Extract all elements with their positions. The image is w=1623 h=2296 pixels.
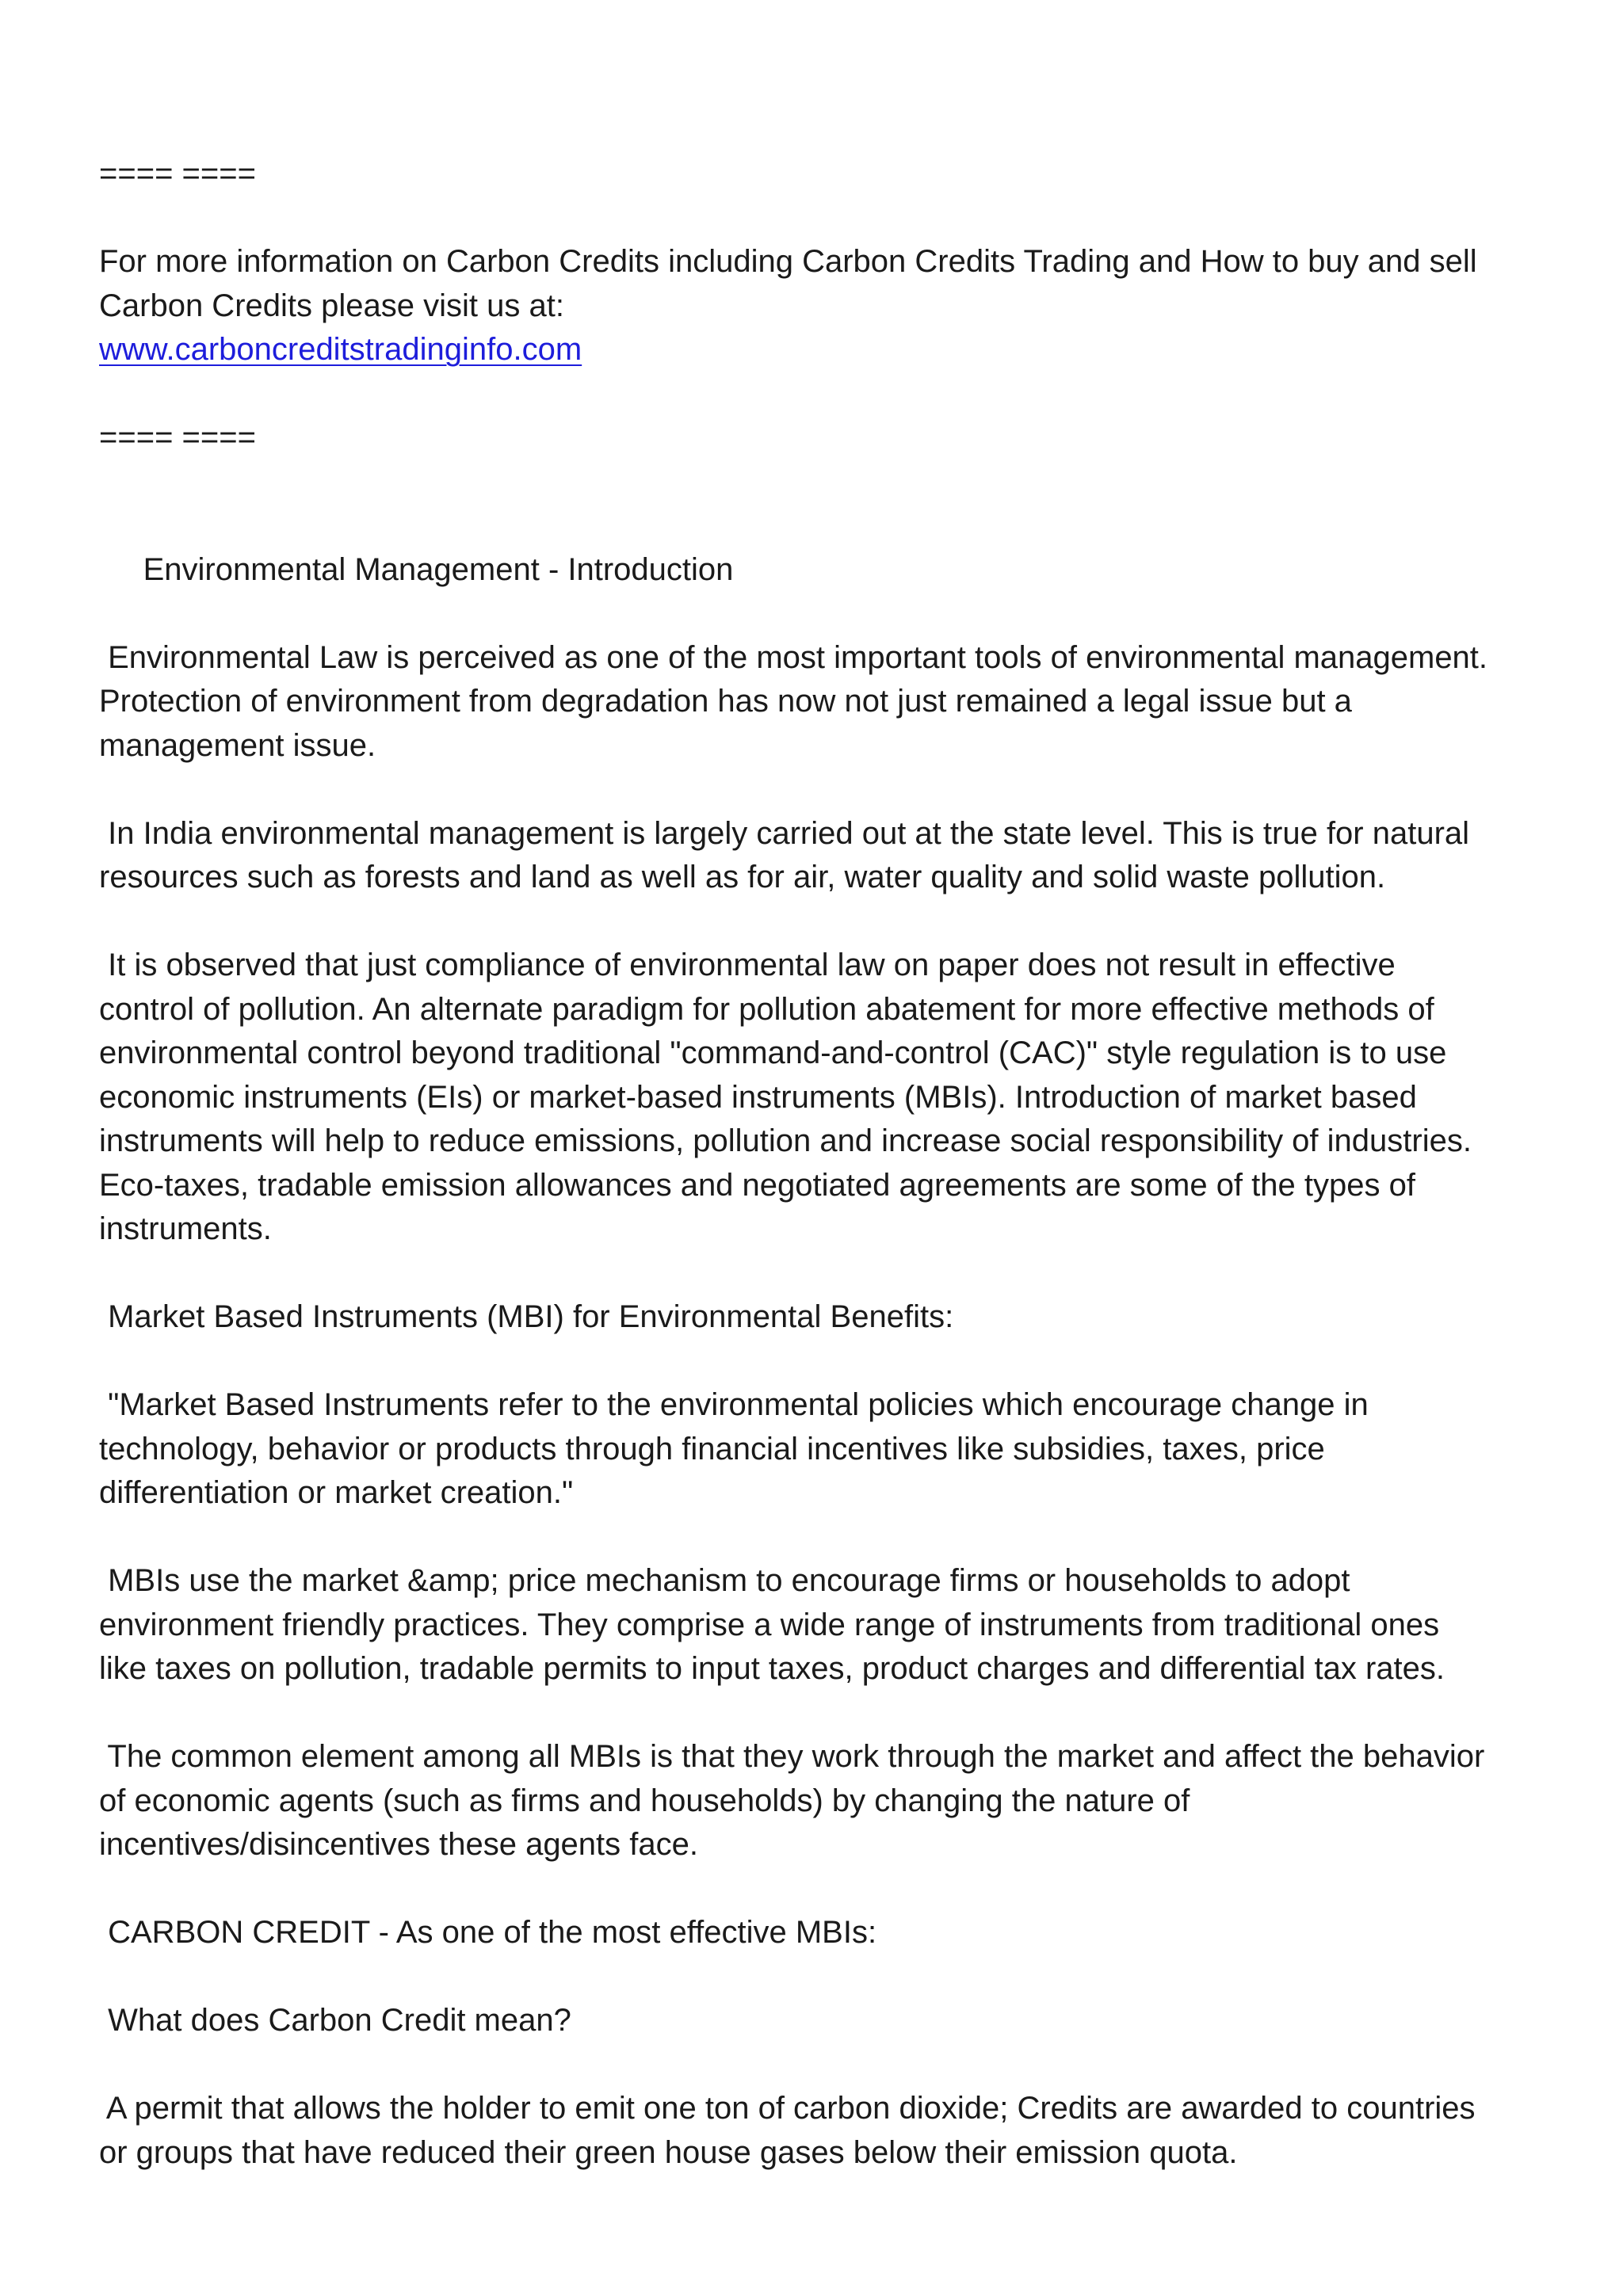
spacer xyxy=(99,1516,1549,1560)
website-link[interactable]: www.carboncreditstradinginfo.com xyxy=(99,332,582,367)
paragraph-environmental-law: Environmental Law is perceived as one of the most important tools of environmental management. Protection of environment from degradation has now not just remained a legal issue but a management issue. xyxy=(99,639,1488,763)
spacer xyxy=(99,504,1549,548)
spacer xyxy=(99,196,1549,241)
separator-bottom: ==== ==== xyxy=(99,420,256,455)
heading-carbon-credit-meaning: What does Carbon Credit mean? xyxy=(99,2003,571,2038)
spacer xyxy=(99,900,1549,944)
paragraph-common-element: The common element among all MBIs is that they work through the market and affect the behavior of economic agents (such as firms and households) by changing the nature of incentives/disincentives these agents face. xyxy=(99,1739,1485,1862)
spacer xyxy=(99,1340,1549,1384)
paragraph-mbi-mechanism: MBIs use the market &amp; price mechanism to encourage firms or households to adopt environment friendly practices. They comprise a wide range of instruments from traditional ones like taxes on pollution, tradable permits to input taxes, product charges and differential tax rates. xyxy=(99,1563,1445,1686)
spacer xyxy=(99,1691,1549,1736)
spacer xyxy=(99,372,1549,417)
spacer xyxy=(99,768,1549,812)
paragraph-compliance: It is observed that just compliance of environmental law on paper does not result in effective control of pollution. An alternate paradigm for pollution abatement for more effective methods of environmental control beyond traditional "command-and-control (CAC)" style regulation is to use economic instruments (EIs) or market-based instruments (MBIs). Introduction of market based instruments will help to reduce emissions, pollution and increase social responsibility of industries. Eco-taxes, tradable emission allowances and negotiated agreements are some of the types of instruments. xyxy=(99,948,1472,1246)
article-title: Environmental Management - Introduction xyxy=(99,551,734,587)
separator-top: ==== ==== xyxy=(99,156,256,191)
paragraph-permit: A permit that allows the holder to emit one ton of carbon dioxide; Credits are awarded to countries or groups that have reduced their green house gases below their emission quota. xyxy=(99,2091,1476,2170)
paragraph-india-management: In India environmental management is largely carried out at the state level. This is true for natural resources such as forests and land as well as for air, water quality and solid waste pollution. xyxy=(99,815,1470,894)
spacer xyxy=(99,460,1549,505)
spacer xyxy=(99,592,1549,636)
spacer xyxy=(99,2043,1549,2088)
spacer xyxy=(99,1867,1549,1912)
info-text: For more information on Carbon Credits including Carbon Credits Trading and How to buy and sell Carbon Credits please visit us at: xyxy=(99,244,1477,323)
heading-mbi: Market Based Instruments (MBI) for Environmental Benefits: xyxy=(99,1299,954,1334)
spacer xyxy=(99,1955,1549,2000)
paragraph-mbi-definition: "Market Based Instruments refer to the environmental policies which encourage change in technology, behavior or products through financial incentives like subsidies, taxes, price differentiation or market creation." xyxy=(99,1387,1369,1510)
spacer xyxy=(99,1252,1549,1296)
heading-carbon-credit: CARBON CREDIT - As one of the most effective MBIs: xyxy=(99,1915,877,1950)
document-page xyxy=(99,152,1549,2175)
